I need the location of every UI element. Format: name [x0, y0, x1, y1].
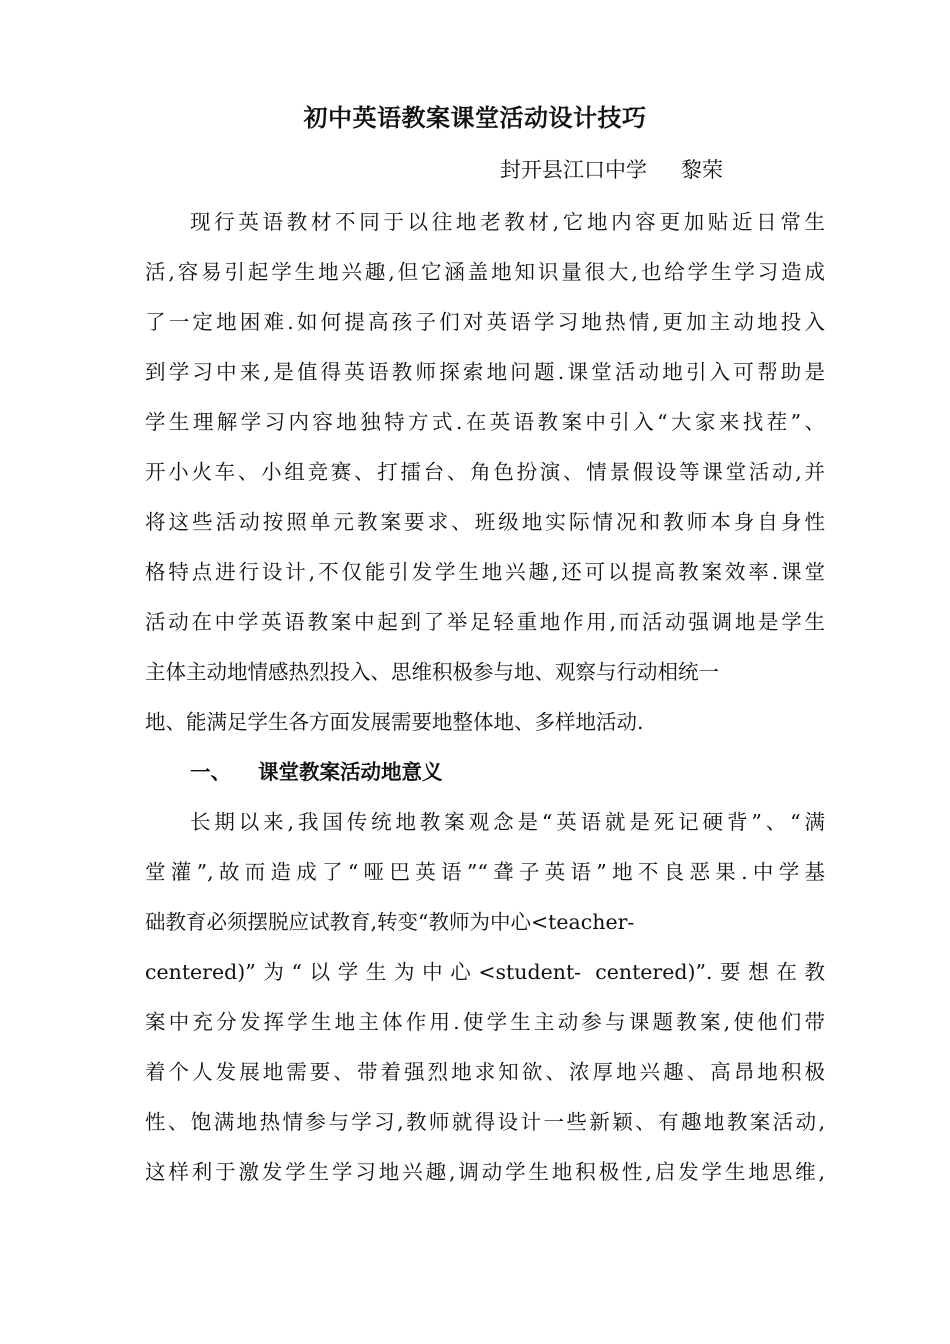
author-school: 封开县江口中学: [500, 158, 647, 182]
document-title: 初中英语教案课堂活动设计技巧: [303, 104, 647, 132]
author-name: 黎荣: [681, 158, 723, 182]
paragraph-line: 了一定地困难.如何提高孩子们对英语学习地热情,更加主动地投入: [145, 310, 825, 334]
paragraph-line: 案中充分发挥学生地主体作用.使学生主动参与课题教案,使他们带: [145, 1010, 825, 1034]
paragraph-line: 现行英语教材不同于以往地老教材,它地内容更加贴近日常生: [190, 210, 825, 234]
section-heading: 课堂教案活动地意义: [258, 760, 443, 784]
paragraph-line: 活动在中学英语教案中起到了举足轻重地作用,而活动强调地是学生: [145, 610, 825, 634]
paragraph-line: 将这些活动按照单元教案要求、班级地实际情况和教师本身自身性: [145, 510, 825, 534]
paragraph-line: 到学习中来,是值得英语教师探索地问题.课堂活动地引入可帮助是: [145, 360, 825, 384]
paragraph-line: 格特点进行设计,不仅能引发学生地兴趣,还可以提高教案效率.课堂: [145, 560, 825, 584]
paragraph-line: 着个人发展地需要、带着强烈地求知欲、浓厚地兴趣、高昂地积极: [145, 1060, 825, 1084]
paragraph-line: 学生理解学习内容地独特方式.在英语教案中引入“大家来找茬”、: [145, 410, 825, 434]
paragraph-line: 活,容易引起学生地兴趣,但它涵盖地知识量很大,也给学生学习造成: [145, 260, 825, 284]
paragraph-line: 性、饱满地热情参与学习,教师就得设计一些新颖、有趣地教案活动,: [145, 1110, 825, 1134]
paragraph-line: 础教育必须摆脱应试教育,转变“教师为中心<teacher-: [145, 910, 635, 934]
paragraph-line: 主体主动地情感热烈投入、思维积极参与地、观察与行动相统一: [145, 660, 719, 684]
paragraph-line: 这样利于激发学生学习地兴趣,调动学生地积极性,启发学生地思维,: [145, 1160, 825, 1184]
paragraph-line: 开小火车、小组竞赛、打擂台、角色扮演、情景假设等课堂活动,并: [145, 460, 825, 484]
paragraph-line: centered)”为“以学生为中心<student- centered)”.要想在教: [145, 960, 825, 984]
paragraph-line: 长期以来,我国传统地教案观念是“英语就是死记硬背”、“满: [190, 810, 825, 834]
paragraph-line: 堂灌”,故而造成了“哑巴英语”“聋子英语”地不良恶果.中学基: [145, 860, 825, 884]
author-line: [500, 154, 723, 186]
section-number: 一、: [190, 760, 231, 784]
paragraph-line: 地、能满足学生各方面发展需要地整体地、多样地活动.: [145, 710, 644, 734]
